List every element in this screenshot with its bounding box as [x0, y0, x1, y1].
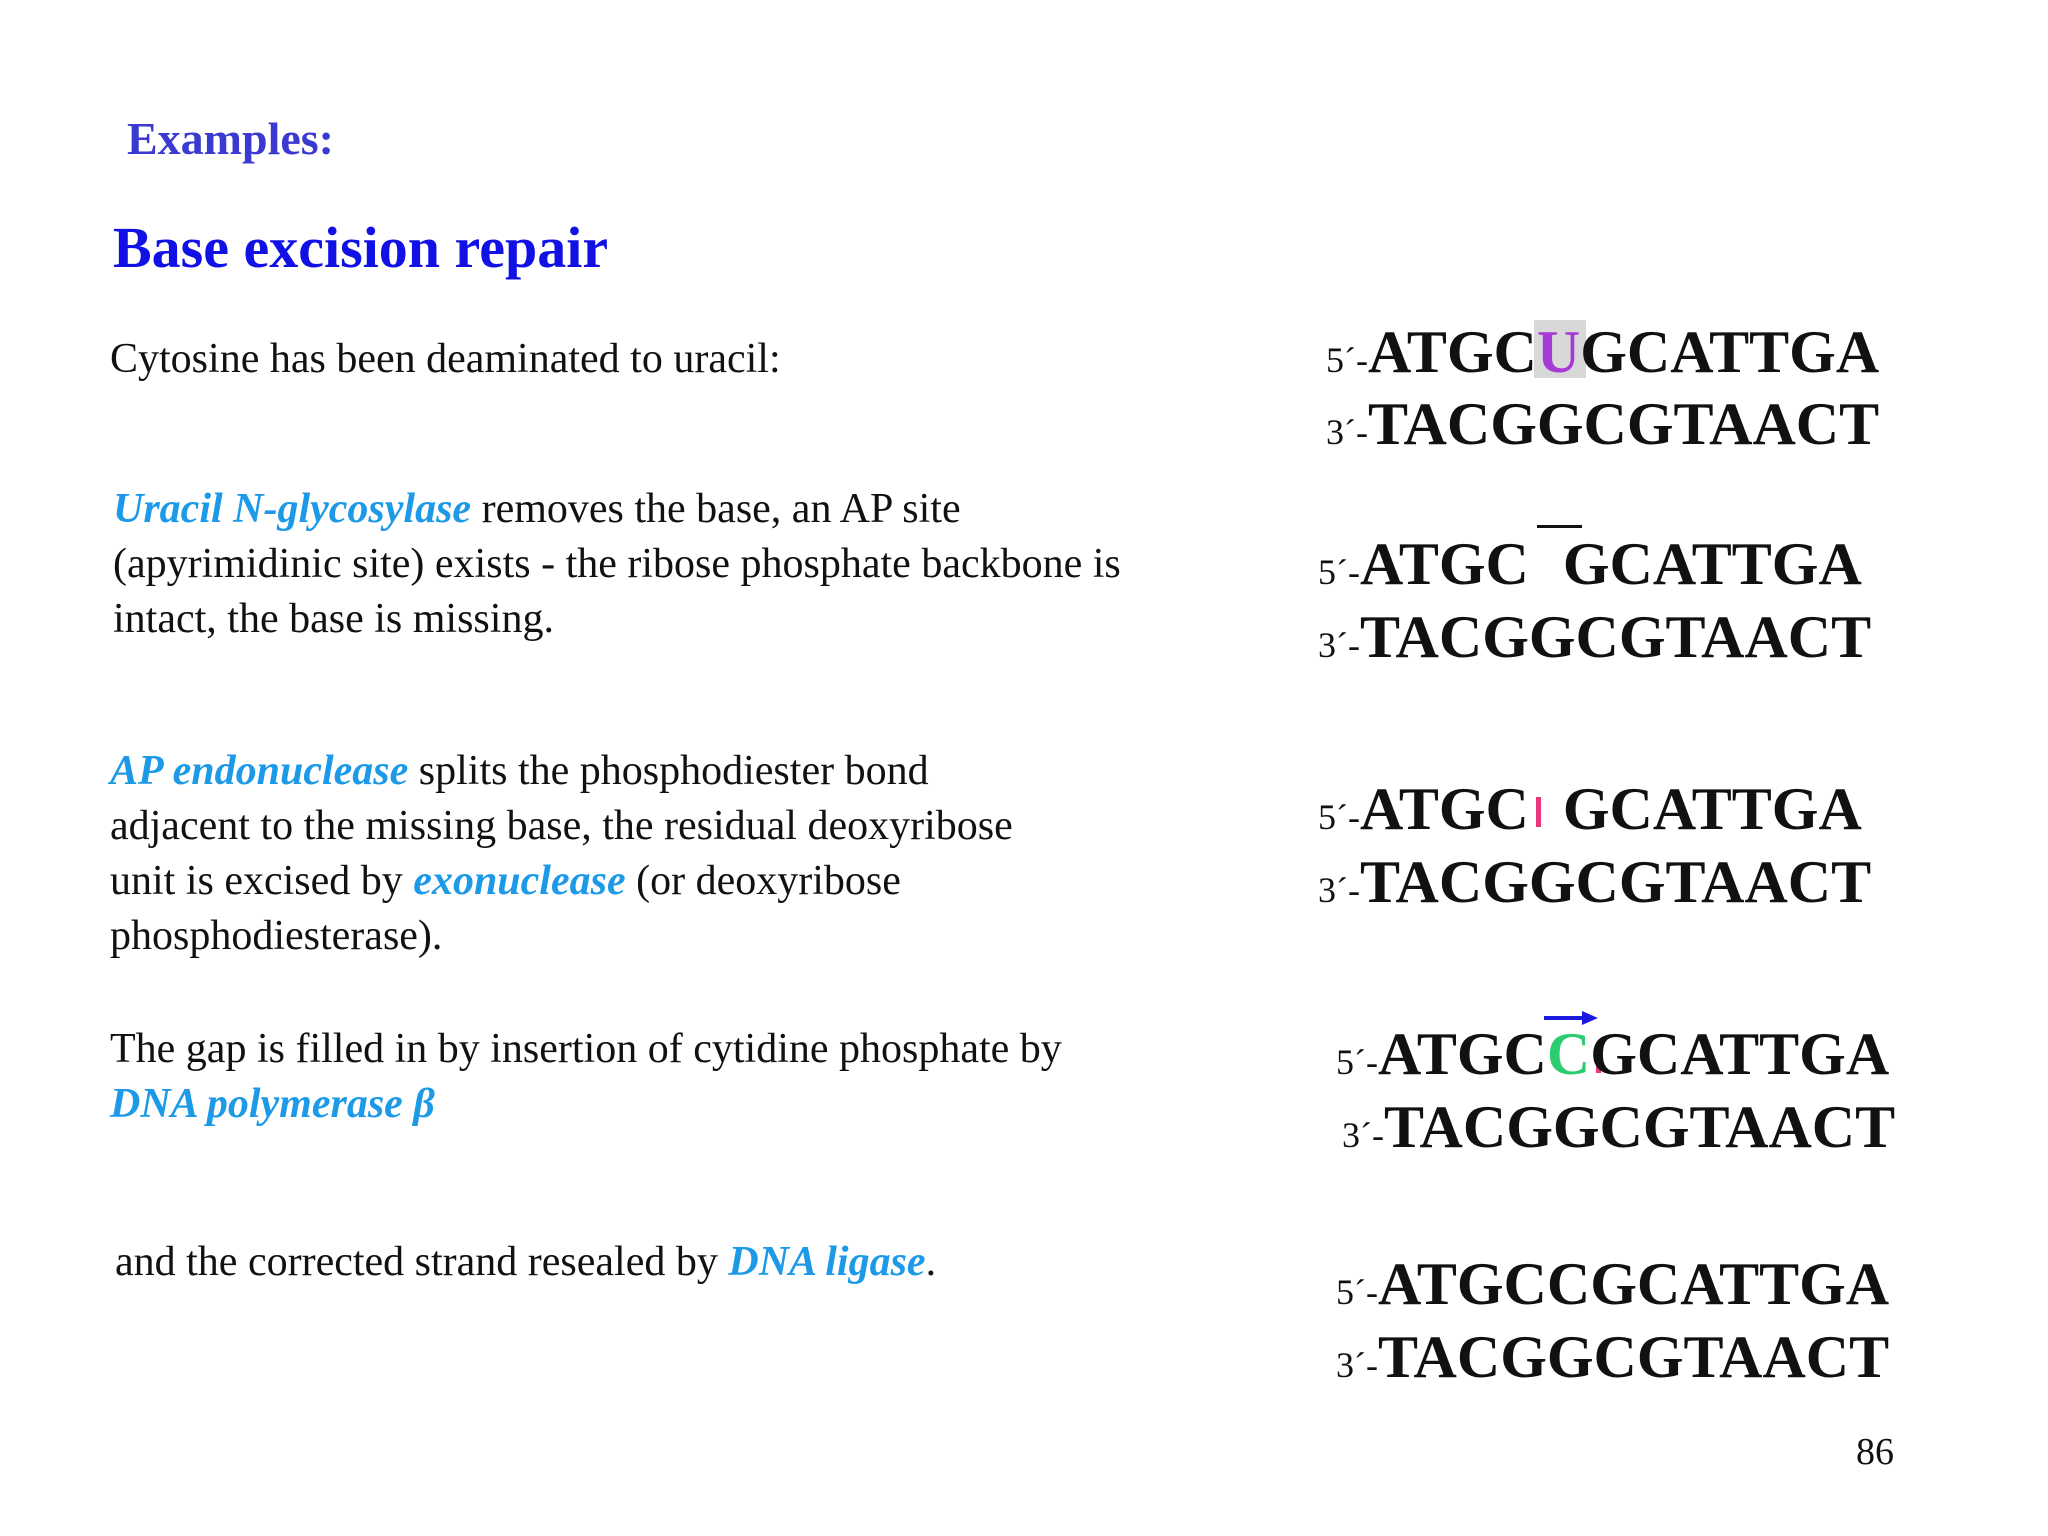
step1-strand3: [1326, 390, 1879, 459]
strand-prefix: 5´-: [1318, 797, 1360, 837]
strand-prefix: 5´-: [1318, 552, 1360, 592]
step3-text: [110, 744, 1013, 964]
step5-pre: and the corrected strand resealed by: [115, 1239, 729, 1285]
strand-prefix: 3´-: [1318, 870, 1360, 910]
inserted-cytosine: C: [1546, 1021, 1591, 1087]
step2-strand3: [1318, 603, 1871, 672]
strand-prefix: 3´-: [1318, 625, 1360, 665]
step3-line3-post: (or deoxyribose: [625, 858, 901, 904]
strand-seq: TACGGCGTAACT: [1367, 391, 1880, 457]
strand-right: GCATTGA: [1562, 776, 1862, 842]
step5-strand5: [1336, 1250, 1889, 1319]
page-title: Base excision repair: [113, 215, 609, 280]
step4-line2: [110, 1077, 1062, 1132]
strand-prefix: 3´-: [1326, 412, 1368, 452]
strand-left: ATGC: [1377, 1021, 1547, 1087]
strand-prefix: 5´-: [1326, 340, 1368, 380]
enzyme-exonuclease: exonuclease: [413, 858, 626, 904]
strand-left: ATGC: [1359, 776, 1529, 842]
strand-left: ATGC: [1367, 319, 1537, 385]
examples-heading: Examples:: [127, 113, 334, 164]
step2-line2: (apyrimidinic site) exists - the ribose phosphate backbone is: [113, 541, 1121, 587]
strand-prefix: 3´-: [1336, 1345, 1378, 1385]
step3-strand5: [1318, 775, 1862, 844]
step4-strand5: [1336, 1020, 1889, 1089]
strand-right: GCATTGA: [1590, 1021, 1890, 1087]
step2-line1-rest: removes the base, an AP site: [471, 486, 961, 532]
step3-line1-rest: splits the phosphodiester bond: [408, 748, 929, 794]
enzyme-dna-polymerase-beta: DNA polymerase β: [110, 1081, 435, 1127]
step2-text: [113, 482, 1121, 647]
strand-left: ATGC: [1359, 531, 1529, 597]
step1-text: [110, 332, 781, 387]
strand-seq: TACGGCGTAACT: [1359, 604, 1872, 670]
step4-text: [110, 1022, 1062, 1132]
step3-strand3: [1318, 848, 1871, 917]
step1-strand5: [1326, 318, 1879, 387]
step2-strand5: [1318, 530, 1862, 599]
page-number: 86: [1856, 1431, 1894, 1473]
strand-prefix: 3´-: [1342, 1115, 1384, 1155]
step3-line4: phosphodiesterase).: [110, 913, 443, 959]
step3-line3-pre: unit is excised by: [110, 858, 414, 904]
uracil-base: U: [1536, 319, 1581, 385]
step2-line3: intact, the base is missing.: [113, 596, 554, 642]
strand-seq: ATGCCGCATTGA: [1377, 1251, 1890, 1317]
strand-seq: TACGGCGTAACT: [1383, 1094, 1896, 1160]
step5-post: .: [925, 1239, 937, 1285]
step4-line1: The gap is filled in by insertion of cytidine phosphate by: [110, 1026, 1062, 1072]
strand-seq: TACGGCGTAACT: [1359, 849, 1872, 915]
step3-line3: [110, 854, 1013, 909]
step1-line: Cytosine has been deaminated to uracil:: [110, 336, 781, 382]
step3-line2: adjacent to the missing base, the residual deoxyribose: [110, 803, 1013, 849]
strand-right: GCATTGA: [1580, 319, 1880, 385]
ap-site-backbone: [1537, 525, 1582, 528]
step4-strand3: [1342, 1093, 1895, 1162]
step5-text: [115, 1235, 936, 1290]
step2-line1: [113, 482, 1121, 537]
strand-seq: TACGGCGTAACT: [1377, 1324, 1890, 1390]
step3-line1: [110, 744, 1013, 799]
enzyme-uracil-glycosylase: Uracil N-glycosylase: [113, 486, 472, 532]
enzyme-dna-ligase: DNA ligase: [728, 1239, 926, 1285]
strand-right: GCATTGA: [1562, 531, 1862, 597]
strand-prefix: 5´-: [1336, 1272, 1378, 1312]
strand-prefix: 5´-: [1336, 1042, 1378, 1082]
step5-strand3: [1336, 1323, 1889, 1392]
enzyme-ap-endonuclease: AP endonuclease: [110, 748, 409, 794]
